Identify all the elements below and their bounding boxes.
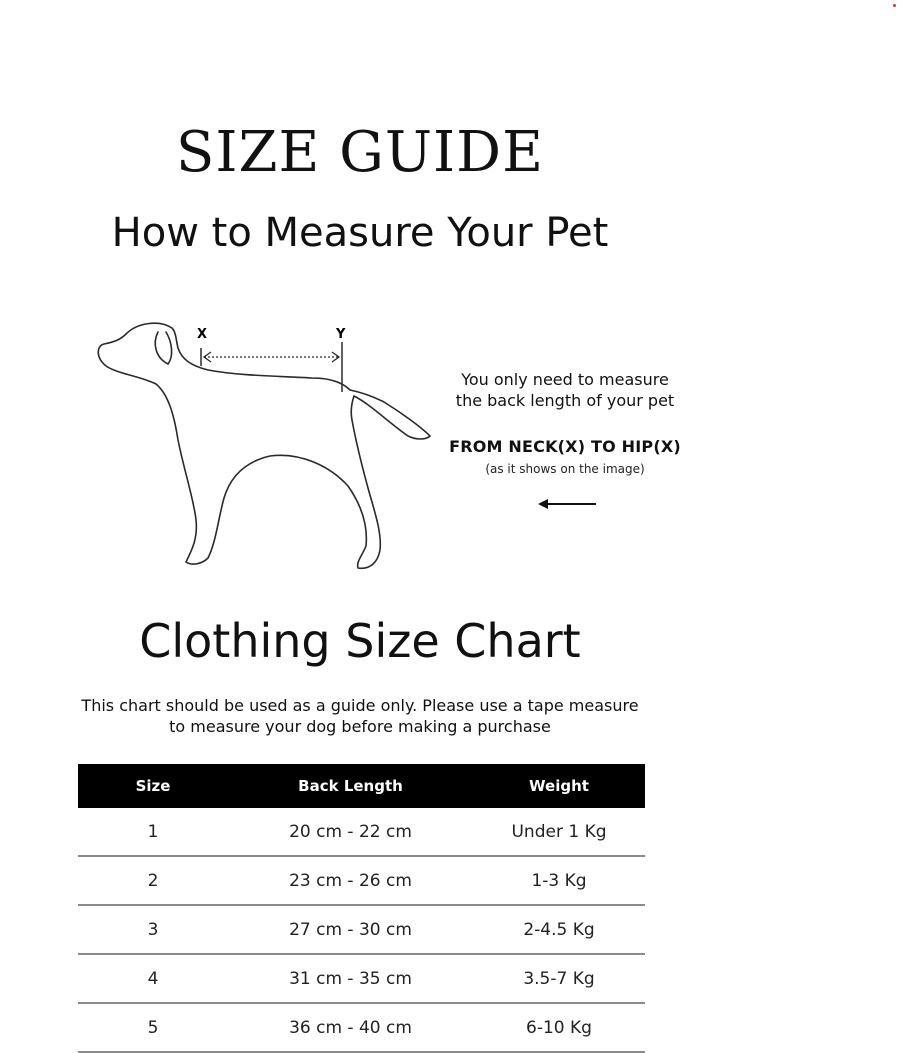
size-chart-heading: Clothing Size Chart <box>139 614 581 668</box>
measure-instruction <box>420 369 710 411</box>
table-header-row <box>78 764 645 808</box>
table-row <box>78 954 645 1003</box>
disclaimer-line-1: This chart should be used as a guide only. Please use a tape measure <box>81 696 639 715</box>
instruction-line-1: You only need to measure <box>461 370 669 389</box>
chart-disclaimer <box>40 695 680 737</box>
cell-weight: 1-3 Kg <box>473 856 645 905</box>
cell-size: 2 <box>78 856 228 905</box>
cell-back-length: 36 cm - 40 cm <box>228 1003 473 1052</box>
page-subtitle: How to Measure Your Pet <box>111 210 609 256</box>
page-title: SIZE GUIDE <box>176 120 544 185</box>
image-note: (as it shows on the image) <box>485 462 645 476</box>
table-row <box>78 905 645 954</box>
instruction-line-2: the back length of your pet <box>455 391 675 410</box>
label-x: X <box>197 327 208 342</box>
cell-size: 3 <box>78 905 228 954</box>
cell-weight: 6-10 Kg <box>473 1003 645 1052</box>
column-header-weight: Weight <box>473 764 645 808</box>
cell-back-length: 23 cm - 26 cm <box>228 856 473 905</box>
label-y: Y <box>336 327 346 342</box>
cell-back-length: 27 cm - 30 cm <box>228 905 473 954</box>
table-row <box>78 856 645 905</box>
disclaimer-line-2: to measure your dog before making a purchase <box>169 717 551 736</box>
table-row <box>78 808 645 856</box>
cell-size: 1 <box>78 808 228 856</box>
dog-outline <box>98 323 430 568</box>
dog-measurement-illustration <box>80 310 450 590</box>
cell-size: 5 <box>78 1003 228 1052</box>
corner-dot <box>893 4 896 7</box>
table-row <box>78 1003 645 1052</box>
cell-weight: 3.5-7 Kg <box>473 954 645 1003</box>
cell-weight: Under 1 Kg <box>473 808 645 856</box>
cell-back-length: 20 cm - 22 cm <box>228 808 473 856</box>
column-header-back-length: Back Length <box>228 764 473 808</box>
cell-weight: 2-4.5 Kg <box>473 905 645 954</box>
cell-back-length: 31 cm - 35 cm <box>228 954 473 1003</box>
from-neck-label: FROM NECK(X) TO HIP(X) <box>449 437 681 456</box>
left-arrow-icon <box>536 494 598 514</box>
column-header-size: Size <box>78 764 228 808</box>
dog-ear <box>155 332 171 364</box>
size-chart-table <box>78 764 645 1053</box>
cell-size: 4 <box>78 954 228 1003</box>
